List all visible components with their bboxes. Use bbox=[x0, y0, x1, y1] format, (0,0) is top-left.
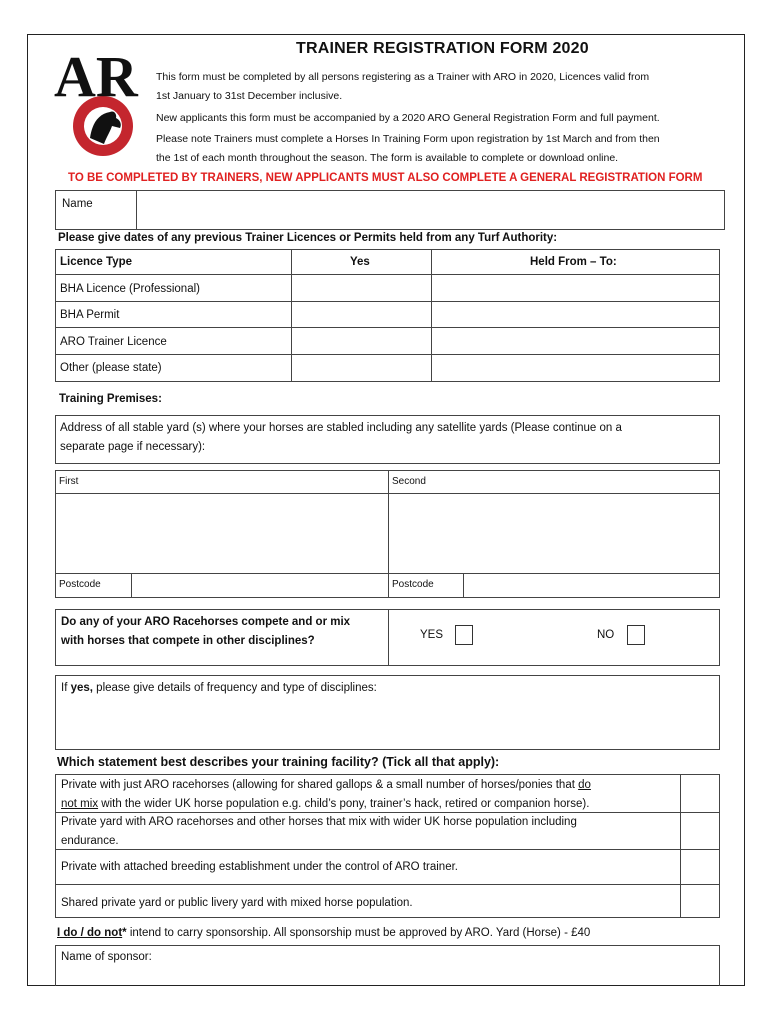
second-yard-label: Second bbox=[392, 476, 426, 487]
intro-text: New applicants this form must be accompanied by a 2020 ARO General Registration Form and full payment. bbox=[156, 112, 660, 124]
facility-option-2: endurance. bbox=[61, 835, 119, 847]
licence-row-label: Other (please state) bbox=[60, 362, 162, 374]
table-divider bbox=[55, 884, 720, 885]
yes-checkbox[interactable] bbox=[455, 625, 473, 645]
name-field[interactable] bbox=[137, 191, 724, 229]
licence-yes-field[interactable] bbox=[292, 355, 431, 381]
facility-option-2: Private yard with ARO racehorses and other horses that mix with wider UK horse population including bbox=[61, 816, 577, 828]
facility-option-3: Private with attached breeding establishment under the control of ARO trainer. bbox=[61, 861, 458, 873]
address-instruction: Address of all stable yard (s) where your horses are stabled including any satellite yards (Please continue on a bbox=[60, 422, 622, 434]
sponsor-name-field[interactable] bbox=[55, 945, 720, 986]
second-address-field[interactable] bbox=[389, 494, 719, 572]
sponsorship-statement: I do / do not* intend to carry sponsorship. All sponsorship must be approved by ARO. Yard (Horse) - £40 bbox=[57, 927, 591, 939]
col-header-held-from: Held From – To: bbox=[530, 256, 617, 268]
disciplines-prompt: If yes, please give details of frequency and type of disciplines: bbox=[61, 682, 377, 694]
facility-option-1: Private with just ARO racehorses (allowing for shared gallops & a small number of horses/ponies that do bbox=[61, 779, 591, 791]
licence-dates-field[interactable] bbox=[432, 275, 719, 301]
licence-row-label: BHA Permit bbox=[60, 309, 120, 321]
licence-dates-field[interactable] bbox=[432, 328, 719, 354]
facility-tick-2[interactable] bbox=[681, 813, 719, 849]
facility-tick-4[interactable] bbox=[681, 885, 719, 917]
intro-text: This form must be completed by all persons registering as a Trainer with ARO in 2020, Licences valid from bbox=[156, 71, 650, 83]
table-divider bbox=[388, 609, 389, 666]
facility-tick-3[interactable] bbox=[681, 850, 719, 884]
premises-heading: Training Premises: bbox=[59, 393, 162, 405]
name-label-cell bbox=[55, 190, 137, 230]
intro-text: the 1st of each month throughout the season. The form is available to complete or download online. bbox=[156, 152, 619, 164]
mix-question: Do any of your ARO Racehorses compete and or mix bbox=[61, 616, 351, 628]
postcode-label: Postcode bbox=[59, 579, 101, 590]
sponsor-name-label: Name of sponsor: bbox=[61, 951, 152, 963]
facility-tick-1[interactable] bbox=[681, 775, 719, 812]
facility-option-4: Shared private yard or public livery yard with mixed horse population. bbox=[61, 897, 413, 909]
svg-text:AR: AR bbox=[54, 44, 138, 109]
licences-heading: Please give dates of any previous Trainer Licences or Permits held from any Turf Authority: bbox=[58, 232, 558, 244]
licence-dates-field[interactable] bbox=[432, 302, 719, 327]
licence-yes-field[interactable] bbox=[292, 328, 431, 354]
mix-question: with horses that compete in other disciplines? bbox=[61, 635, 315, 647]
facility-heading: Which statement best describes your training facility? (Tick all that apply): bbox=[57, 755, 500, 769]
col-header-yes: Yes bbox=[350, 256, 370, 268]
first-postcode-field[interactable] bbox=[132, 574, 387, 597]
form-title: TRAINER REGISTRATION FORM 2020 bbox=[296, 40, 589, 57]
yes-label: YES bbox=[420, 629, 444, 641]
table-divider bbox=[55, 849, 720, 850]
no-label: NO bbox=[597, 629, 615, 641]
intro-text: 1st January to 31st December inclusive. bbox=[156, 90, 343, 102]
col-header-licence-type: Licence Type bbox=[60, 256, 133, 268]
facility-option-1: not mix with the wider UK horse population e.g. child’s pony, trainer’s hack, retired or companion horse). bbox=[61, 798, 590, 810]
red-notice: TO BE COMPLETED BY TRAINERS, NEW APPLICANTS MUST ALSO COMPLETE A GENERAL REGISTRATION FORM bbox=[68, 172, 703, 184]
name-label: Name bbox=[62, 198, 93, 210]
table-divider bbox=[55, 812, 720, 813]
licence-dates-field[interactable] bbox=[432, 355, 719, 381]
first-yard-label: First bbox=[59, 476, 79, 487]
licence-row-label: ARO Trainer Licence bbox=[60, 336, 167, 348]
licence-yes-field[interactable] bbox=[292, 275, 431, 301]
intro-text: Please note Trainers must complete a Horses In Training Form upon registration by 1st March and from then bbox=[156, 133, 660, 145]
aro-logo bbox=[50, 38, 150, 158]
address-instruction: separate page if necessary): bbox=[60, 441, 206, 453]
no-checkbox[interactable] bbox=[627, 625, 645, 645]
second-postcode-field[interactable] bbox=[464, 574, 719, 597]
licence-yes-field[interactable] bbox=[292, 302, 431, 327]
first-address-field[interactable] bbox=[56, 494, 387, 572]
licence-row-label: BHA Licence (Professional) bbox=[60, 283, 200, 295]
postcode-label: Postcode bbox=[392, 579, 434, 590]
